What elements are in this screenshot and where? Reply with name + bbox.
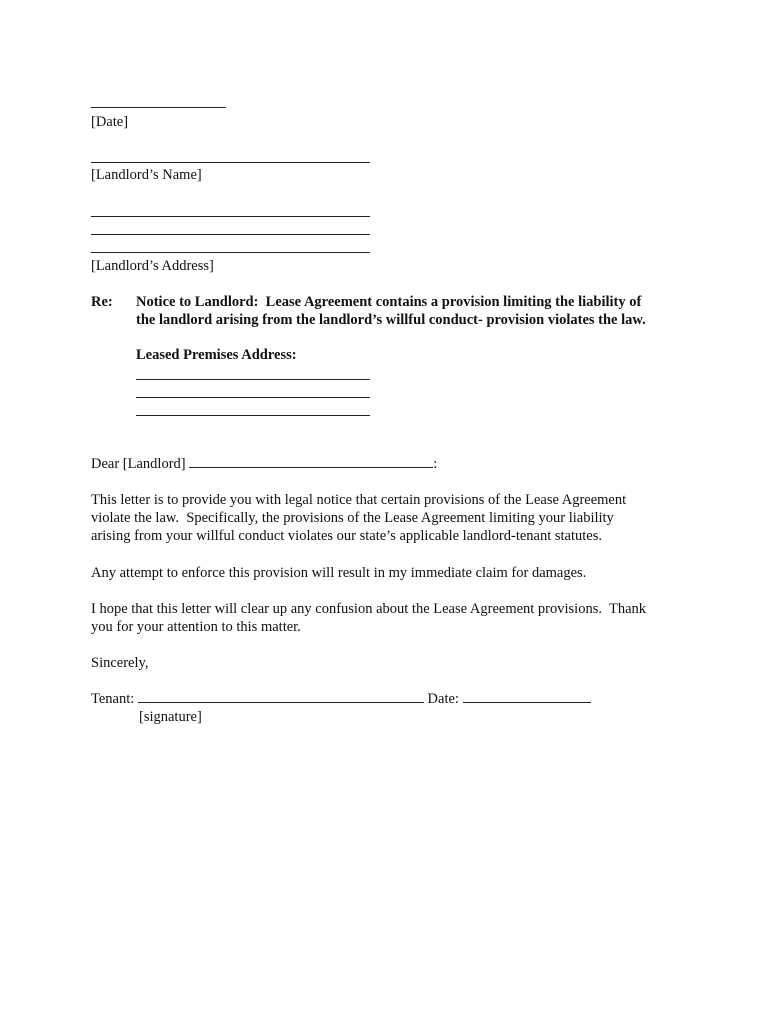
date-placeholder: [Date]	[91, 114, 129, 130]
signature-date-blank	[463, 690, 591, 703]
re-subject-line: Notice to Landlord: Lease Agreement contains a provision limiting the liability of	[136, 294, 642, 310]
re-subject-line: the landlord arising from the landlord’s willful conduct- provision violates the law.	[136, 312, 646, 328]
tenant-signature-blank	[138, 690, 424, 703]
body-paragraph-line: I hope that this letter will clear up any confusion about the Lease Agreement provisions. Thank	[91, 601, 647, 617]
landlord-address-blank-line	[91, 234, 370, 235]
closing: Sincerely,	[91, 655, 149, 671]
body-paragraph-line: arising from your willful conduct violates our state’s applicable landlord-tenant statutes.	[91, 528, 602, 544]
landlord-address-placeholder: [Landlord’s Address]	[91, 258, 214, 274]
premises-address-blank-line	[136, 379, 370, 380]
body-paragraph-line: violate the law. Specifically, the provisions of the Lease Agreement limiting your liability	[91, 510, 614, 526]
body-paragraph-line: you for your attention to this matter.	[91, 619, 301, 635]
salutation-text: Dear [Landlord]	[91, 456, 190, 472]
salutation-colon: :	[433, 456, 438, 472]
tenant-label: Tenant:	[91, 691, 138, 707]
body-paragraph-line: This letter is to provide you with legal notice that certain provisions of the Lease Agreement	[91, 492, 627, 508]
date-blank-line	[91, 107, 226, 108]
premises-address-blank-line	[136, 415, 370, 416]
tenant-signature-row	[91, 690, 591, 708]
leased-premises-label: Leased Premises Address:	[136, 347, 297, 363]
date-label: Date:	[423, 691, 463, 707]
landlord-name-blank	[189, 455, 433, 468]
body-paragraph-line: Any attempt to enforce this provision will result in my immediate claim for damages.	[91, 565, 587, 581]
premises-address-blank-line	[136, 397, 370, 398]
salutation	[91, 455, 437, 473]
landlord-name-blank-line	[91, 162, 370, 163]
landlord-address-blank-line	[91, 216, 370, 217]
landlord-address-blank-line	[91, 252, 370, 253]
re-label: Re:	[91, 294, 113, 310]
signature-placeholder: [signature]	[139, 709, 202, 725]
landlord-name-placeholder: [Landlord’s Name]	[91, 167, 202, 183]
